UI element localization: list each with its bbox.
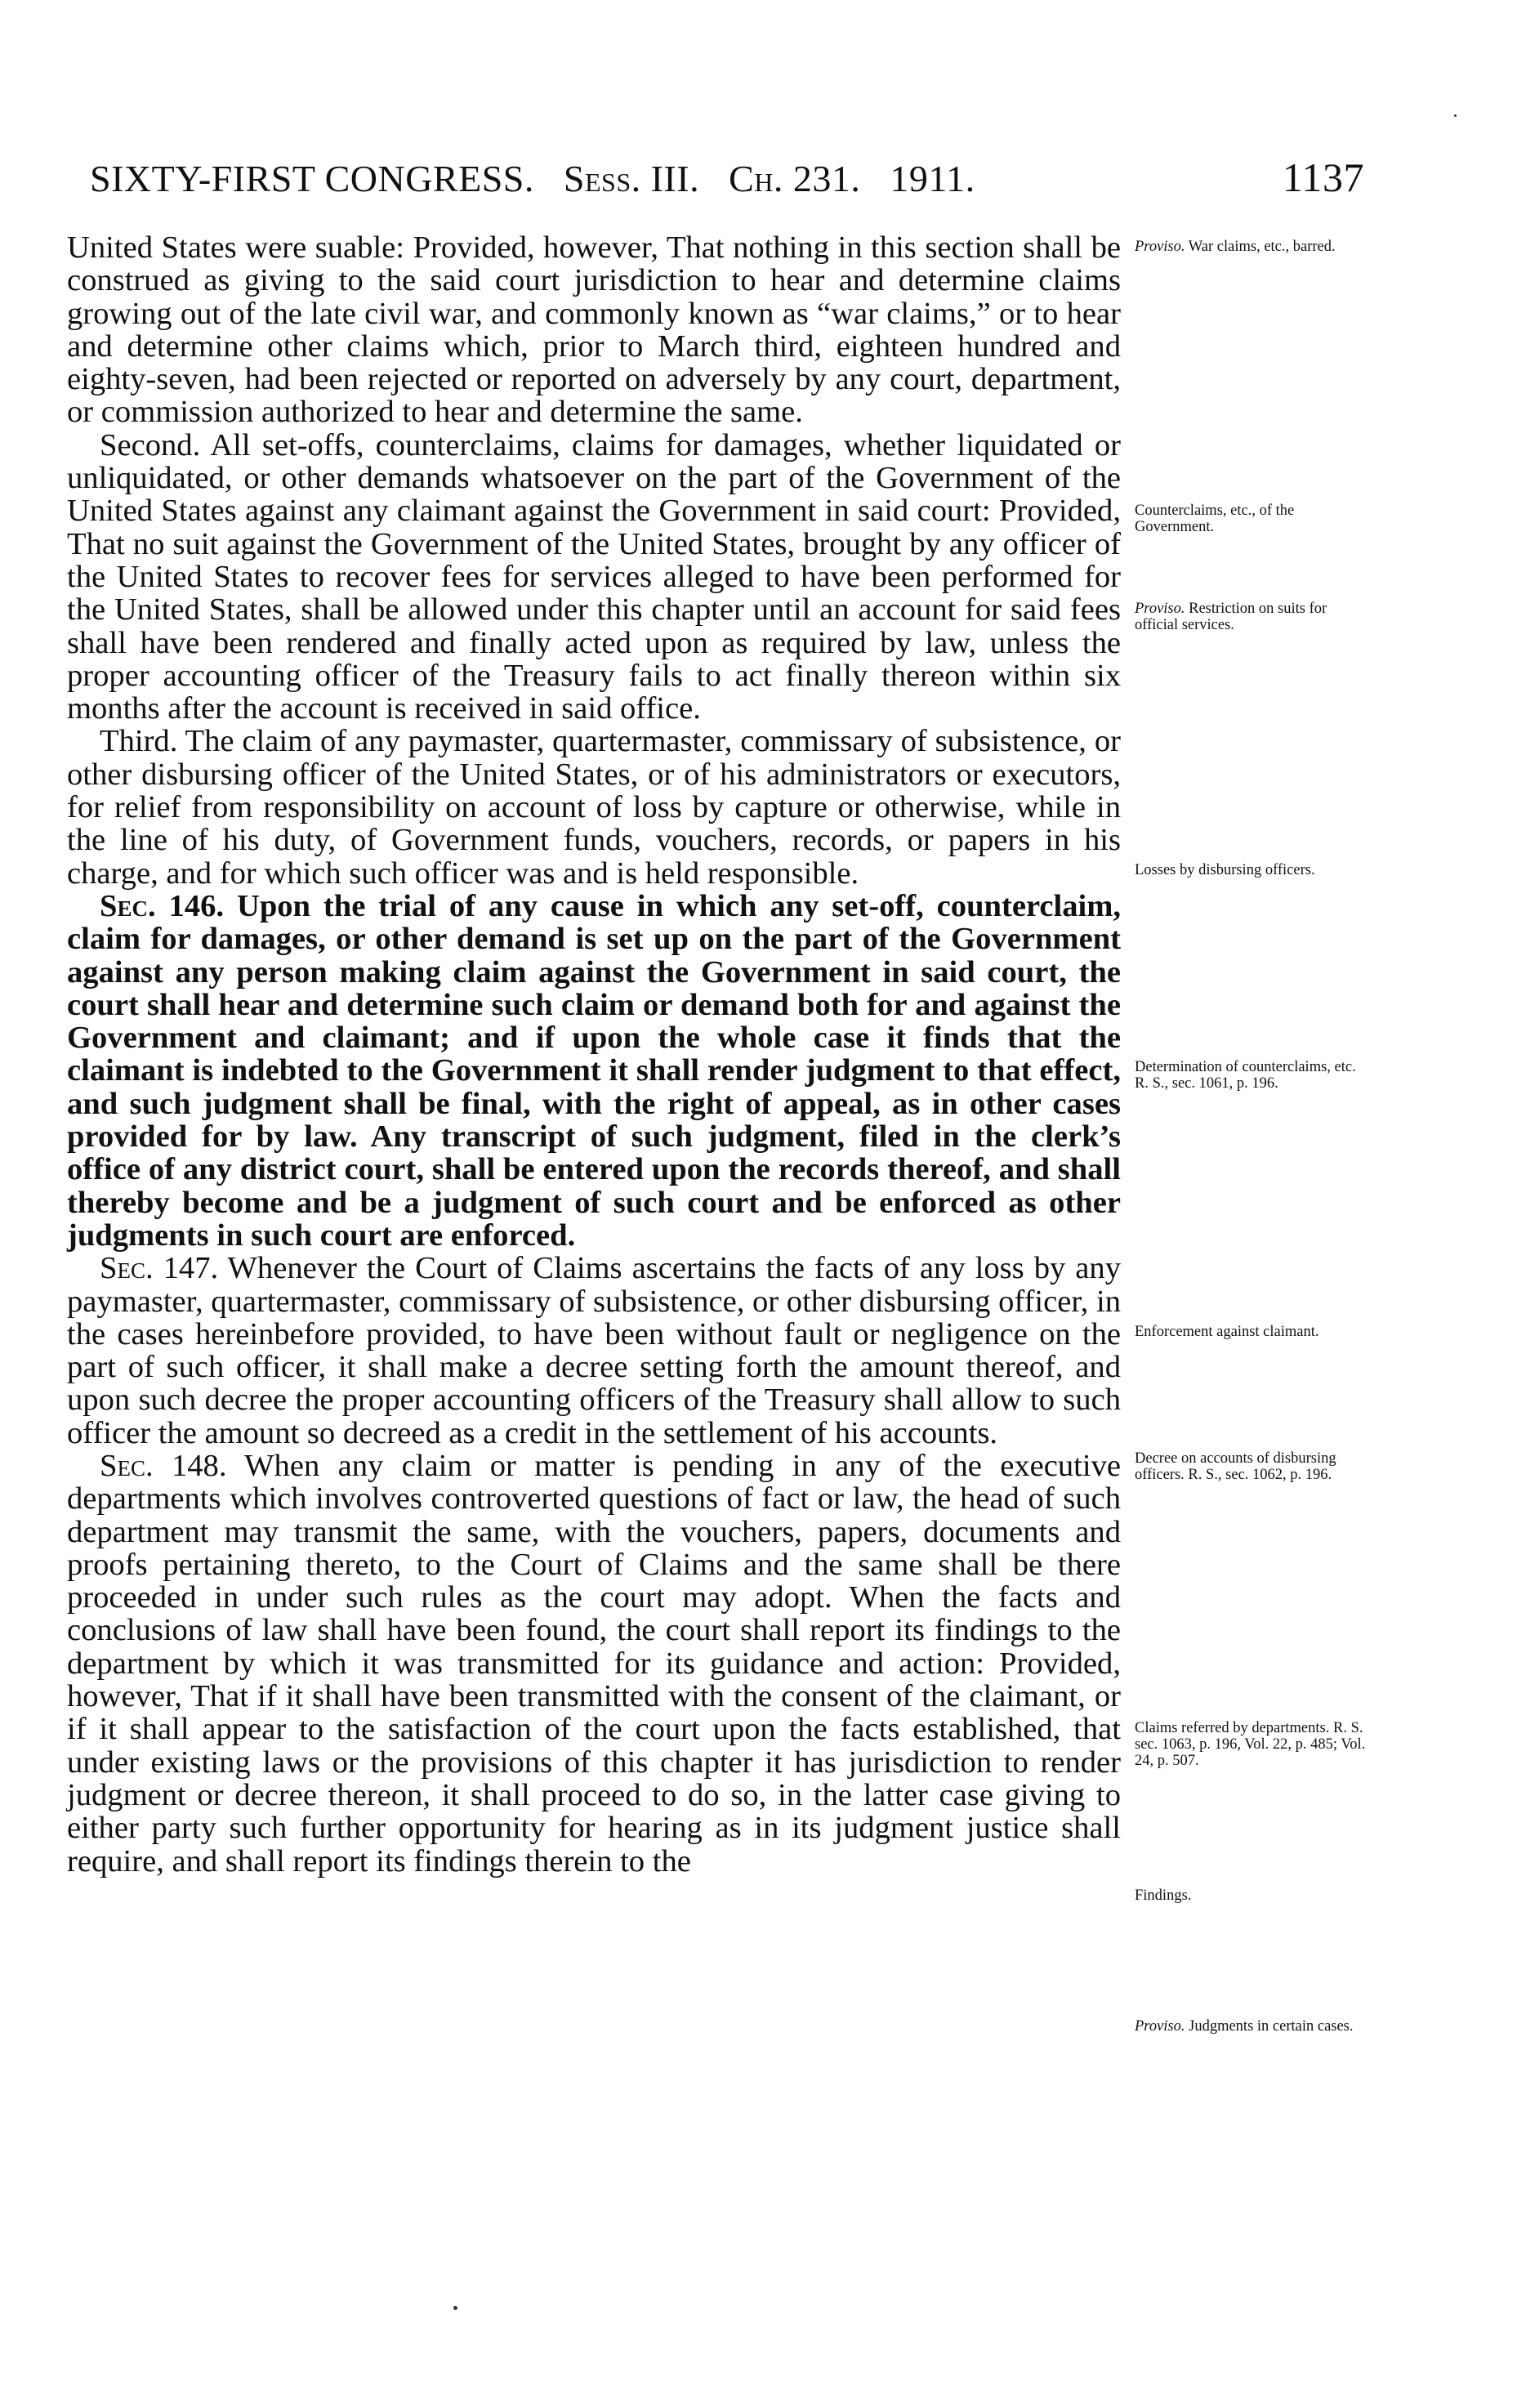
session-label: Sess. III. [563, 158, 700, 199]
congress-title: SIXTY-FIRST CONGRESS. [90, 158, 534, 199]
note-text: Decree on accounts of disbursing officers. R. S., sec. 1062, p. 196. [1135, 1450, 1336, 1483]
section-146 [67, 890, 1121, 1252]
margin-note [1135, 1720, 1372, 1769]
note-text: Judgments in certain cases. [1189, 2018, 1354, 2035]
margin-note [1135, 1059, 1372, 1092]
section-number: Sec. 146. [100, 888, 225, 923]
paragraph-text: Upon the trial of any cause in which any set-off, counterclaim, claim for damages, or other demand is set up on the part of the Government against any person making claim against the Government in said court, the court shall hear and determine such claim or demand both for and against the Government and claimant; and if upon the whole case it finds that the claimant is indebted to the Government it shall render judgment to that effect, and such judgment shall be final, with the right of appeal, as in other cases provided for by law. Any transcript of such judgment, filed in the clerk’s office of any district court, shall be entered upon the records thereof, and shall thereby become and be a judgment of such court and be enforced as other judgments in such court are enforced. [67, 888, 1122, 1253]
page-number: 1137 [1282, 154, 1364, 200]
margin-note [1135, 239, 1372, 255]
year-label: 1911. [890, 158, 975, 199]
running-head [90, 154, 1364, 200]
note-text: War claims, etc., barred. [1188, 239, 1336, 255]
note-label: Proviso. [1135, 601, 1185, 617]
section-147 [67, 1252, 1121, 1450]
margin-note [1135, 2018, 1372, 2035]
paragraph-text: Third. The claim of any paymaster, quartermaster, commissary of subsistence, or other disbursing officer of the United States, or of his administrators or executors, for relief from responsibility on account of loss by capture or otherwise, while in the line of his duty, of Government funds, vouchers, records, or papers in his charge, and for which such officer was and is held responsible. [67, 724, 1121, 891]
note-text: Counterclaims, etc., of the Government. [1135, 503, 1295, 535]
paragraph-third [67, 725, 1121, 889]
note-label: Proviso. [1135, 239, 1185, 255]
margin-note [1135, 1450, 1372, 1483]
note-text: Claims referred by departments. R. S. sec. 1063, p. 196, Vol. 22, p. 485; Vol. 24, p. 507. [1135, 1720, 1366, 1769]
paragraph-text: Second. All set-offs, counterclaims, claims for damages, whether liquidated or unliquidated, or other demands whatsoever on the part of the Government of the United States against any claimant against the Government in said court: Provided, That no suit against the Government of the United States, brought by any officer of the United States to recover fees for services alleged to have been performed for the United States, shall be allowed under this chapter until an account for said fees shall have been rendered and finally acted upon as required by law, unless the proper accounting officer of the Treasury fails to act finally thereon within six months after the account is received in said office. [67, 427, 1121, 726]
section-number: Sec. 148. [100, 1448, 227, 1483]
paragraph-text: United States were suable: Provided, however, That nothing in this section shall be construed as giving to the said court jurisdiction to hear and determine claims growing out of the late civil war, and commonly known as “war claims,” or to hear and determine other claims which, prior to March third, eighteen hundred and eighty-seven, had been rejected or reported on adversely by any court, department, or commission authorized to hear and determine the same. [67, 230, 1121, 430]
margin-note [1135, 1888, 1372, 1904]
margin-note [1135, 503, 1372, 535]
note-text: Determination of counterclaims, etc. R. S., sec. 1061, p. 196. [1135, 1059, 1356, 1092]
print-speck [453, 2306, 457, 2310]
margin-note [1135, 862, 1372, 878]
paragraph-text: When any claim or matter is pending in any of the executive departments which involves controverted questions of fact or law, the head of such department may transmit the same, with the vouchers, papers, documents and proofs pertaining thereto, to the Court of Claims and the same shall be there proceeded in under such rules as the court may adopt. When the facts and conclusions of law shall have been found, the court shall report its findings to the department by which it was transmitted for its guidance and action: Provided, however, That if it shall have been transmitted with the consent of the claimant, or if it shall appear to the satisfaction of the court upon the facts established, that under existing laws or the provisions of this chapter it has jurisdiction to render judgment or decree thereon, it shall proceed to do so, in the latter case giving to either party such further opportunity for hearing as in its judgment justice shall require, and shall report its findings therein to the [67, 1448, 1121, 1879]
note-text: Losses by disbursing officers. [1135, 862, 1315, 878]
note-label: Proviso. [1135, 2018, 1185, 2035]
paragraph-continuation [67, 231, 1121, 429]
note-text: Restriction on suits for official services. [1135, 601, 1327, 633]
note-text: Findings. [1135, 1888, 1192, 1904]
paragraph-text: Whenever the Court of Claims ascertains the facts of any loss by any paymaster, quartermaster, commissary of subsistence, or other disbursing officer, in the cases hereinbefore provided, to have been without fault or negligence on the part of such officer, it shall make a decree setting forth the amount thereof, and upon such decree the proper accounting officers of the Treasury shall allow to such officer the amount so decreed as a credit in the settlement of his accounts. [67, 1251, 1122, 1450]
main-text-column [67, 231, 1121, 1878]
section-number: Sec. 147. [100, 1251, 219, 1286]
note-text: Enforcement against claimant. [1135, 1324, 1319, 1340]
print-speck [1454, 114, 1457, 117]
section-148 [67, 1450, 1121, 1878]
margin-note [1135, 1324, 1372, 1340]
paragraph-second [67, 429, 1121, 726]
margin-note [1135, 601, 1372, 633]
chapter-label: Ch. 231. [729, 158, 861, 199]
